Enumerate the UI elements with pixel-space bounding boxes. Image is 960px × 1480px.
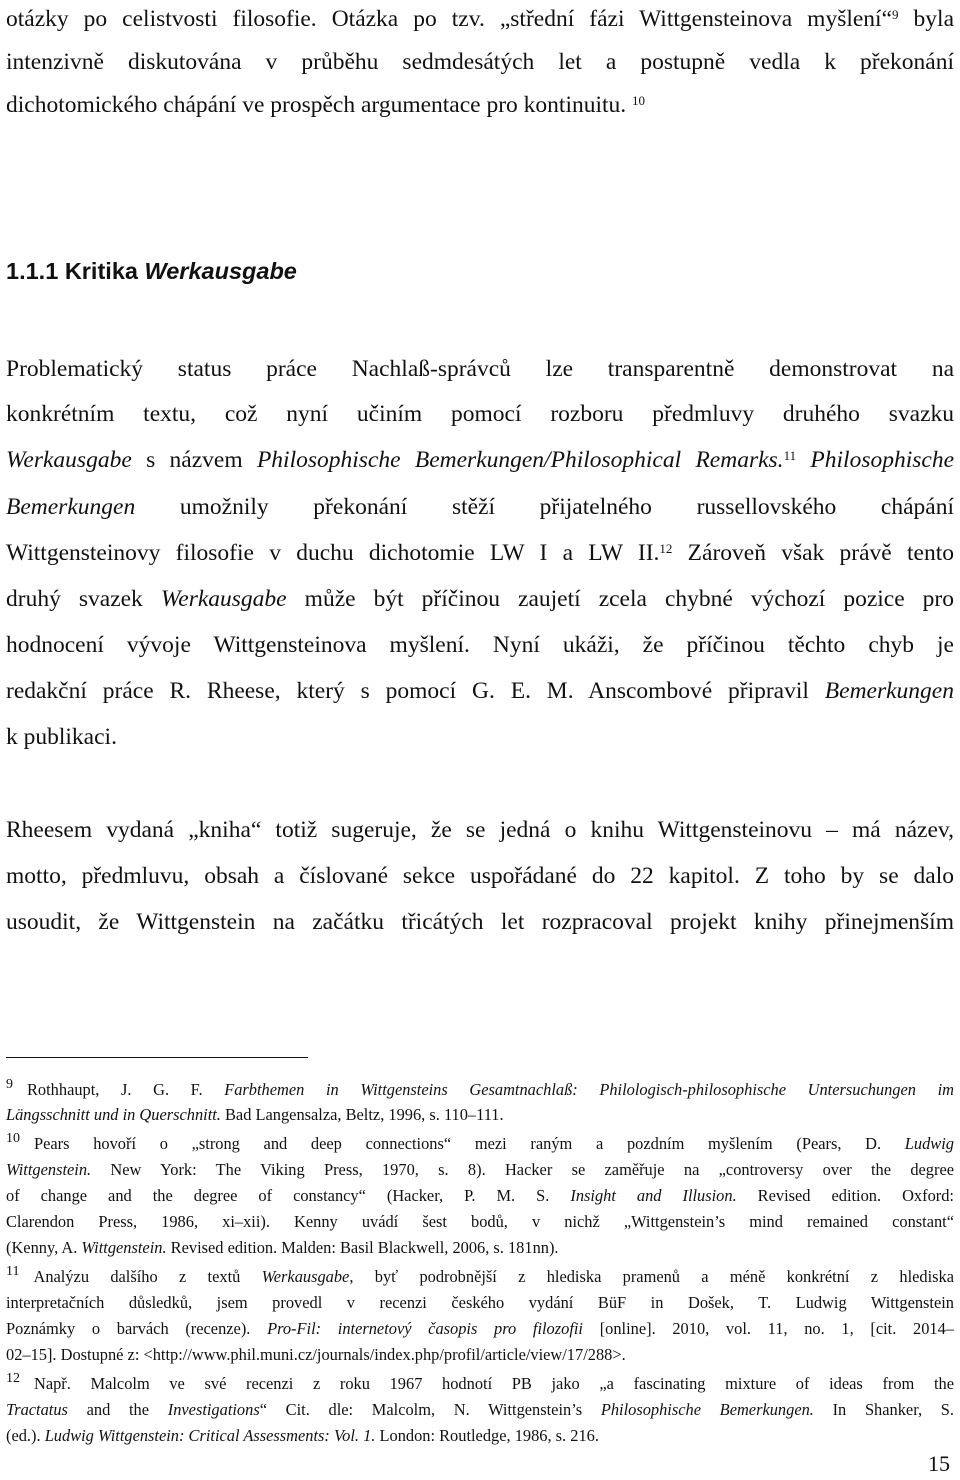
text-line: redakční práce R. Rheese, který s pomocí G. E. M. Anscombové připravil Bemerkungen	[6, 678, 954, 704]
footnote-9-cont: Längsschnitt und in Querschnitt. Bad Langensalza, Beltz, 1996, s. 110–111.	[6, 1105, 504, 1124]
footnote-ref: 10	[632, 93, 646, 108]
text-line: dichotomického chápání ve prospěch argumentace pro kontinuitu. $^{10}$	[6, 92, 646, 118]
text-line: otázky po celistvosti filosofie. Otázka po tzv. „střední fázi Wittgensteinova myšlení“$^9$ byla	[6, 6, 954, 32]
text-line: Werkausgabe s názvem Philosophische Bemerkungen/Philosophical Remarks.$^{11}$ Philosophische	[6, 447, 955, 473]
footnote-ref: 11	[783, 448, 797, 463]
text-line: konkrétním textu, což nyní učiním pomocí rozboru předmluvy druhého svazku	[6, 401, 954, 427]
footnote-11: 11 Analýzu dalšího z textů Werkausgabe, byť podrobnější z hlediska pramenů a méně konkrétní z hlediska	[6, 1264, 954, 1286]
footnote-12-cont: (ed.). Ludwig Wittgenstein: Critical Assessments: Vol. 1. London: Routledge, 1986, s. 216.	[6, 1426, 599, 1445]
text-line: druhý svazek Werkausgabe může být příčinou zaujetí zcela chybné výchozí pozice pro	[6, 586, 955, 612]
footnote-10: 10 Pears hovoří o „strong and deep connections“ mezi raným a pozdním myšlením (Pears, D. Ludwig	[6, 1131, 954, 1153]
text-line: Problematický status práce Nachlaß-správců lze transparentně demonstrovat na	[6, 356, 954, 382]
footnote-11-cont: 02–15]. Dostupné z: <http://www.phil.muni.cz/journals/index.php/profil/article/view/17/288>.	[6, 1345, 626, 1364]
text-line: motto, předmluvu, obsah a číslované sekce uspořádané do 22 kapitol. Z toho by se dalo	[6, 863, 954, 889]
footnote-10-cont: Clarendon Press, 1986, xi–xii). Kenny uvádí šest bodů, v nichž „Wittgenstein’s mind remained constant“	[6, 1212, 954, 1231]
page-number: 15	[928, 1451, 950, 1476]
text-line: k publikaci.	[6, 724, 117, 750]
footnote-12-cont: Tractatus and the Investigations“ Cit. dle: Malcolm, N. Wittgenstein’s Philosophische Bemerkungen. In Shanker, S.	[6, 1400, 955, 1419]
footnote-10-cont: Wittgenstein. New York: The Viking Press, 1970, s. 8). Hacker se zaměřuje na „controversy over the degree	[6, 1160, 954, 1179]
footnote-12: 12 Např. Malcolm ve své recenzi z roku 1967 hodnotí PB jako „a fascinating mixture of ideas from the	[6, 1371, 954, 1393]
text-line: usoudit, že Wittgenstein na začátku třicátých let rozpracoval projekt knihy přinejmenším	[6, 909, 954, 935]
text-line: Rheesem vydaná „kniha“ totiž sugeruje, že se jedná o knihu Wittgensteinovu – má název,	[6, 817, 954, 843]
text-line: Wittgensteinovy filosofie v duchu dichotomie LW I a LW II.$^{12}$ Zároveň však právě tento	[6, 540, 954, 566]
footnote-10-cont: (Kenny, A. Wittgenstein. Revised edition. Malden: Basil Blackwell, 2006, s. 181nn).	[6, 1238, 559, 1257]
footnote-ref: 9	[892, 7, 899, 22]
text-line: hodnocení vývoje Wittgensteinova myšlení. Nyní ukáži, že příčinou těchto chyb je	[6, 632, 954, 658]
footnote-11-cont: Poznámky o barvách (recenze). Pro-Fil: internetový časopis pro filozofii [online]. 2010, vol. 11, no. 1, [cit. 2014–	[6, 1319, 954, 1338]
footnote-11-cont: interpretačních důsledků, jsem provedl v recenzi českého vydání BüF in Došek, T. Ludwig Wittgenstein	[6, 1293, 954, 1312]
footnote-ref: 12	[659, 541, 673, 556]
footnote-separator	[6, 1057, 308, 1058]
footnote-9: 9 Rothhaupt, J. G. F. Farbthemen in Wittgensteins Gesamtnachlaß: Philologisch-philosophische Untersuchungen im	[6, 1077, 954, 1099]
footnote-10-cont: of change and the degree of constancy“ (Hacker, P. M. S. Insight and Illusion. Revised edition. Oxford:	[6, 1186, 954, 1205]
section-heading: 1.1.1 Kritika Werkausgabe	[6, 258, 297, 284]
text-line: Bemerkungen umožnily překonání stěží přijatelného russellovského chápání	[6, 494, 954, 520]
text-line: intenzivně diskutována v průběhu sedmdesátých let a postupně vedla k překonání	[6, 49, 954, 75]
